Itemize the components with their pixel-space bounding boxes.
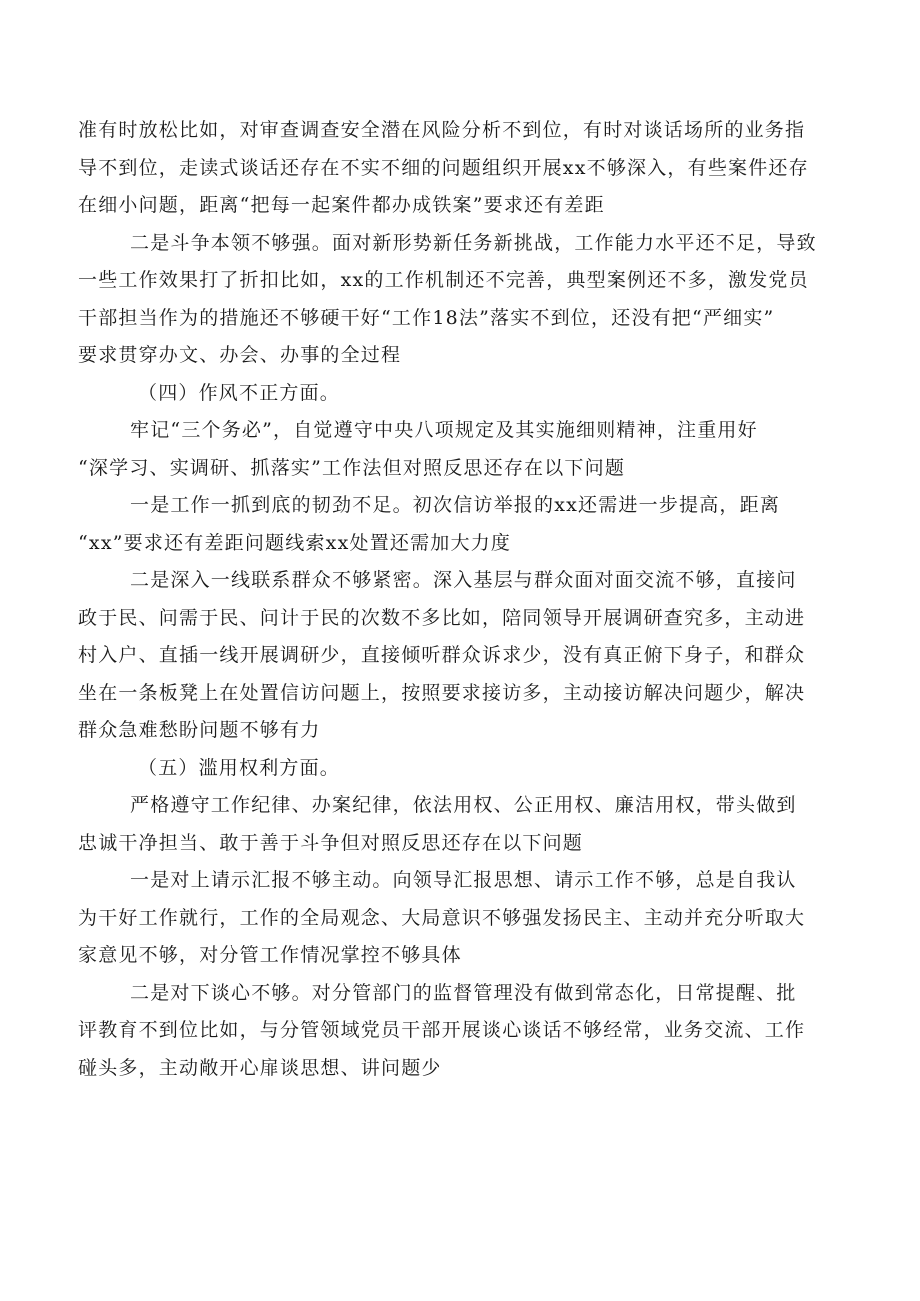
paragraph-line: 一些工作效果打了折扣比如，xx的工作机制还不完善，典型案例还不多，激发党员 [78, 269, 809, 291]
paragraph-line: 二是深入一线联系群众不够紧密。深入基层与群众面对面交流不够，直接问 [130, 569, 797, 591]
section-heading: （五）滥用权利方面。 [138, 756, 341, 779]
paragraph-line: 坐在一条板凳上在处置信访问题上，按照要求接访多，主动接访解决问题少，解决 [78, 681, 806, 704]
paragraph-line: 一是工作一抓到底的韧劲不足。初次信访举报的xx还需进一步提高，距离 [130, 494, 781, 516]
paragraph-line: 群众急难愁盼问题不够有力 [78, 719, 321, 741]
paragraph-line: 一是对上请示汇报不够主动。向领导汇报思想、请示工作不够，总是自我认 [130, 869, 797, 891]
paragraph-line: 忠诚干净担当、敢于善于斗争但对照反思还存在以下问题 [78, 831, 584, 854]
paragraph-line: 村入户、直插一线开展调研少，直接倾听群众诉求少，没有真正俯下身子，和群众 [78, 644, 806, 666]
paragraph-line: 政于民、问需于民、问计于民的次数不多比如，陪同领导开展调研查究多，主动进 [78, 606, 806, 629]
paragraph-line: 评教育不到位比如，与分管领域党员干部开展谈心谈话不够经常，业务交流、工作 [78, 1019, 806, 1041]
paragraph-line: 严格遵守工作纪律、办案纪律，依法用权、公正用权、廉洁用权，带头做到 [130, 794, 797, 816]
paragraph-line: 二是对下谈心不够。对分管部门的监督管理没有做到常态化，日常提醒、批 [130, 981, 797, 1004]
paragraph-line: 牢记“三个务必”，自觉遵守中央八项规定及其实施细则精神，注重用好 [130, 419, 758, 441]
paragraph-line: 准有时放松比如，对审查调查安全潜在风险分析不到位，有时对谈话场所的业务指 [78, 119, 806, 141]
section-heading: （四）作风不正方面。 [138, 381, 341, 404]
paragraph-line: “xx”要求还有差距问题线索xx处置还需加大力度 [78, 531, 512, 554]
paragraph-line: 干部担当作为的措施还不够硬干好“工作18法”落实不到位，还没有把“严细实” [78, 306, 775, 329]
paragraph-line: 二是斗争本领不够强。面对新形势新任务新挑战，工作能力水平还不足，导致 [130, 231, 817, 254]
paragraph-line: 要求贯穿办文、办会、办事的全过程 [78, 344, 402, 366]
paragraph-line: 导不到位，走读式谈话还存在不实不细的问题组织开展xx不够深入，有些案件还存 [78, 156, 809, 179]
paragraph-line: 碰头多，主动敞开心扉谈思想、讲问题少 [78, 1056, 442, 1079]
paragraph-line: “深学习、实调研、抓落实”工作法但对照反思还存在以下问题 [78, 456, 626, 479]
paragraph-line: 家意见不够，对分管工作情况掌控不够具体 [78, 944, 462, 966]
document-body [78, 112, 862, 1087]
paragraph-line: 在细小问题，距离“把每一起案件都办成铁案”要求还有差距 [78, 194, 605, 216]
paragraph-line: 为干好工作就行，工作的全局观念、大局意识不够强发扬民主、主动并充分听取大 [78, 906, 806, 929]
